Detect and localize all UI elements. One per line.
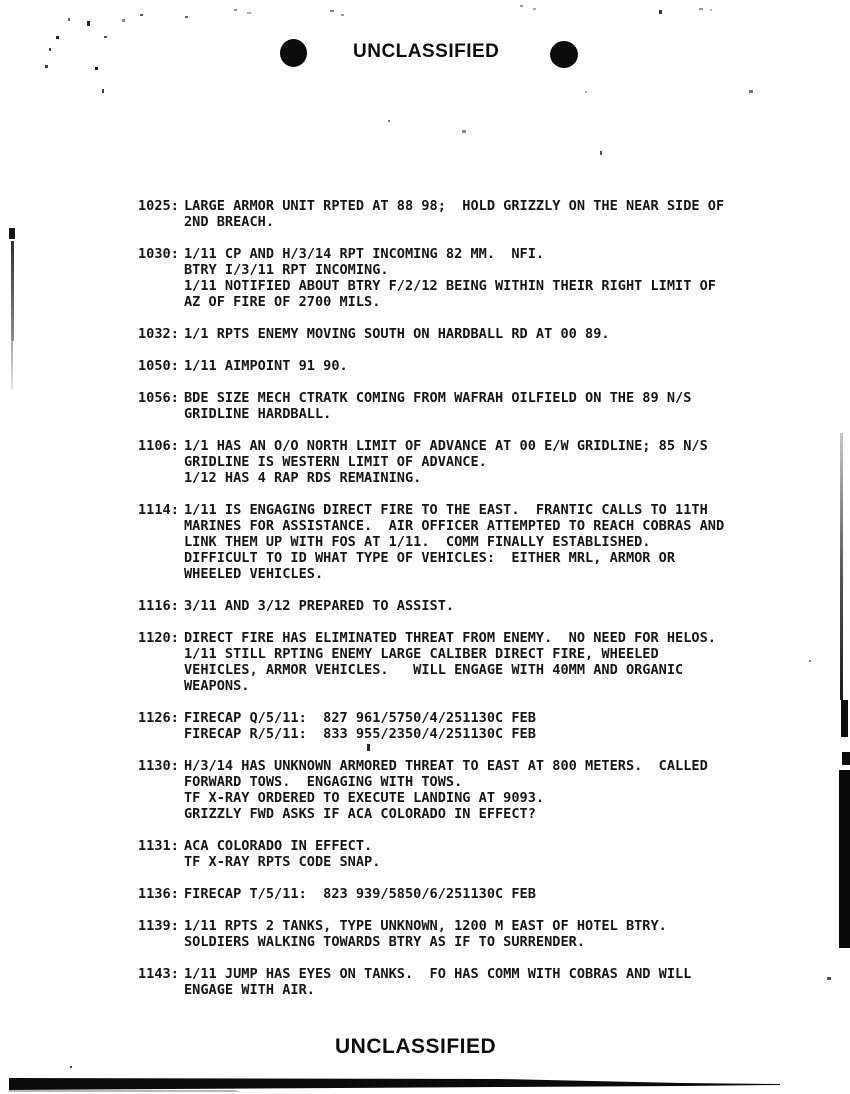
entry-time: 1131:: [138, 838, 179, 854]
log-entry: [138, 598, 758, 614]
log-entry: [138, 198, 758, 230]
entry-line: TF X-RAY RPTS CODE SNAP.: [184, 854, 381, 870]
entry-lines: [184, 198, 758, 230]
log-entry: [138, 502, 758, 582]
scan-speck: [699, 8, 703, 10]
log-entries: [138, 198, 758, 1014]
scan-speck: [659, 10, 662, 14]
entry-line: ENGAGE WITH AIR.: [184, 982, 315, 998]
entry-line: LARGE ARMOR UNIT RPTED AT 88 98; HOLD GRIZZLY ON THE NEAR SIDE OF: [184, 198, 725, 214]
hole-punch-right: [550, 41, 578, 68]
scan-speck: [533, 8, 536, 10]
entry-line: 2ND BREACH.: [184, 214, 275, 230]
entry-line: ACA COLORADO IN EFFECT.: [184, 838, 373, 854]
entry-time: 1050:: [138, 358, 179, 374]
entry-line: FIRECAP Q/5/11: 827 961/5750/4/251130C FEB: [184, 710, 536, 726]
scan-speck: [710, 9, 712, 11]
entry-line: TF X-RAY ORDERED TO EXECUTE LANDING AT 9093.: [184, 790, 545, 806]
scan-speck: [104, 36, 107, 38]
entry-lines: [184, 886, 758, 902]
entry-time: 1030:: [138, 246, 179, 262]
log-entry: [138, 438, 758, 486]
log-entry: [138, 358, 758, 374]
scan-speck: [95, 67, 98, 70]
entry-line: DIRECT FIRE HAS ELIMINATED THREAT FROM ENEMY. NO NEED FOR HELOS.: [184, 630, 716, 646]
entry-time: 1139:: [138, 918, 179, 934]
entry-line: 1/1 RPTS ENEMY MOVING SOUTH ON HARDBALL RD AT 00 89.: [184, 326, 610, 342]
scan-artifact-right-bar-mid: [842, 752, 850, 765]
log-entry: [138, 246, 758, 310]
entry-lines: [184, 326, 758, 342]
entry-line: 1/11 NOTIFIED ABOUT BTRY F/2/12 BEING WITHIN THEIR RIGHT LIMIT OF: [184, 278, 716, 294]
entry-line: AZ OF FIRE OF 2700 MILS.: [184, 294, 381, 310]
entry-line: GRIDLINE HARDBALL.: [184, 406, 332, 422]
entry-line: 1/11 STILL RPTING ENEMY LARGE CALIBER DIRECT FIRE, WHEELED: [184, 646, 659, 662]
entry-line: FIRECAP T/5/11: 823 939/5850/6/251130C FEB: [184, 886, 536, 902]
log-entry: [138, 838, 758, 870]
scan-speck: [585, 91, 587, 93]
scan-speck: [49, 48, 51, 51]
log-entry: [138, 710, 758, 742]
scan-speck: [827, 977, 831, 980]
entry-lines: [184, 758, 758, 822]
entry-line: 1/12 HAS 4 RAP RDS REMAINING.: [184, 470, 422, 486]
entry-line: LINK THEM UP WITH FOS AT 1/11. COMM FINALLY ESTABLISHED.: [184, 534, 651, 550]
entry-time: 1106:: [138, 438, 179, 454]
entry-lines: [184, 390, 758, 422]
scan-speck: [140, 14, 143, 16]
scan-artifact-left-line-fade: [11, 341, 13, 389]
log-entry: [138, 630, 758, 694]
scan-speck: [520, 5, 523, 7]
entry-line: DIFFICULT TO ID WHAT TYPE OF VEHICLES: EITHER MRL, ARMOR OR: [184, 550, 676, 566]
log-entry: [138, 886, 758, 902]
entry-line: VEHICLES, ARMOR VEHICLES. WILL ENGAGE WITH 40MM AND ORGANIC: [184, 662, 684, 678]
entry-lines: [184, 502, 758, 582]
scan-speck: [102, 89, 104, 93]
entry-time: 1143:: [138, 966, 179, 982]
entry-time: 1114:: [138, 502, 179, 518]
entry-line: GRIZZLY FWD ASKS IF ACA COLORADO IN EFFECT?: [184, 806, 536, 822]
entry-lines: [184, 918, 758, 950]
scan-speck: [68, 18, 70, 21]
entry-lines: [184, 966, 758, 998]
entry-time: 1136:: [138, 886, 179, 902]
hole-punch-left: [280, 39, 307, 67]
entry-time: 1130:: [138, 758, 179, 774]
scan-speck: [56, 36, 59, 39]
entry-lines: [184, 598, 758, 614]
scan-speck: [367, 744, 370, 751]
log-entry: [138, 758, 758, 822]
entry-line: SOLDIERS WALKING TOWARDS BTRY AS IF TO SURRENDER.: [184, 934, 586, 950]
scan-speck: [749, 90, 753, 93]
entry-time: 1120:: [138, 630, 179, 646]
entry-line: BTRY I/3/11 RPT INCOMING.: [184, 262, 389, 278]
scan-speck: [185, 16, 188, 18]
entry-lines: [184, 246, 758, 310]
scan-artifact-left-tick: [9, 228, 15, 239]
scan-speck: [809, 660, 811, 662]
scan-speck: [45, 65, 48, 68]
scan-speck: [388, 120, 390, 122]
entry-line: 1/11 IS ENGAGING DIRECT FIRE TO THE EAST. FRANTIC CALLS TO 11TH: [184, 502, 708, 518]
entry-line: 1/11 RPTS 2 TANKS, TYPE UNKNOWN, 1200 M EAST OF HOTEL BTRY.: [184, 918, 667, 934]
footer-classification: UNCLASSIFIED: [335, 1035, 497, 1058]
entry-line: 1/1 HAS AN O/O NORTH LIMIT OF ADVANCE AT 00 E/W GRIDLINE; 85 N/S: [184, 438, 708, 454]
scan-artifact-right-bar-long: [839, 770, 850, 948]
entry-line: BDE SIZE MECH CTRATK COMING FROM WAFRAH OILFIELD ON THE 89 N/S: [184, 390, 692, 406]
scan-artifact-right-bar-top: [841, 700, 848, 737]
scan-artifact-right-line: [840, 433, 843, 700]
entry-line: 3/11 AND 3/12 PREPARED TO ASSIST.: [184, 598, 455, 614]
entry-line: H/3/14 HAS UNKNOWN ARMORED THREAT TO EAST AT 800 METERS. CALLED: [184, 758, 708, 774]
scan-speck: [600, 151, 602, 155]
scan-speck: [341, 14, 344, 16]
entry-line: FORWARD TOWS. ENGAGING WITH TOWS.: [184, 774, 463, 790]
entry-line: 1/11 AIMPOINT 91 90.: [184, 358, 348, 374]
entry-time: 1056:: [138, 390, 179, 406]
entry-lines: [184, 438, 758, 486]
entry-lines: [184, 630, 758, 694]
scan-speck: [122, 19, 125, 22]
log-entry: [138, 326, 758, 342]
entry-lines: [184, 710, 758, 742]
scan-speck: [234, 9, 237, 11]
entry-lines: [184, 838, 758, 870]
scan-speck: [247, 12, 251, 14]
log-entry: [138, 918, 758, 950]
entry-line: MARINES FOR ASSISTANCE. AIR OFFICER ATTEMPTED TO REACH COBRAS AND: [184, 518, 725, 534]
entry-line: 1/11 JUMP HAS EYES ON TANKS. FO HAS COMM WITH COBRAS AND WILL: [184, 966, 692, 982]
scan-speck: [462, 130, 466, 133]
entry-time: 1116:: [138, 598, 179, 614]
entry-time: 1025:: [138, 198, 179, 214]
entry-line: WHEELED VEHICLES.: [184, 566, 324, 582]
log-entry: [138, 966, 758, 998]
entry-line: WEAPONS.: [184, 678, 250, 694]
scan-speck: [70, 1066, 72, 1068]
entry-line: 1/11 CP AND H/3/14 RPT INCOMING 82 MM. NFI.: [184, 246, 545, 262]
scan-artifact-bottom-bar: [0, 1060, 850, 1094]
header-classification: UNCLASSIFIED: [353, 41, 500, 62]
entry-line: FIRECAP R/5/11: 833 955/2350/4/251130C FEB: [184, 726, 536, 742]
entry-line: GRIDLINE IS WESTERN LIMIT OF ADVANCE.: [184, 454, 487, 470]
scan-speck: [330, 10, 334, 12]
log-entry: [138, 390, 758, 422]
entry-time: 1032:: [138, 326, 179, 342]
scan-speck: [87, 21, 90, 26]
entry-lines: [184, 358, 758, 374]
scan-artifact-left-line: [11, 241, 14, 341]
entry-time: 1126:: [138, 710, 179, 726]
